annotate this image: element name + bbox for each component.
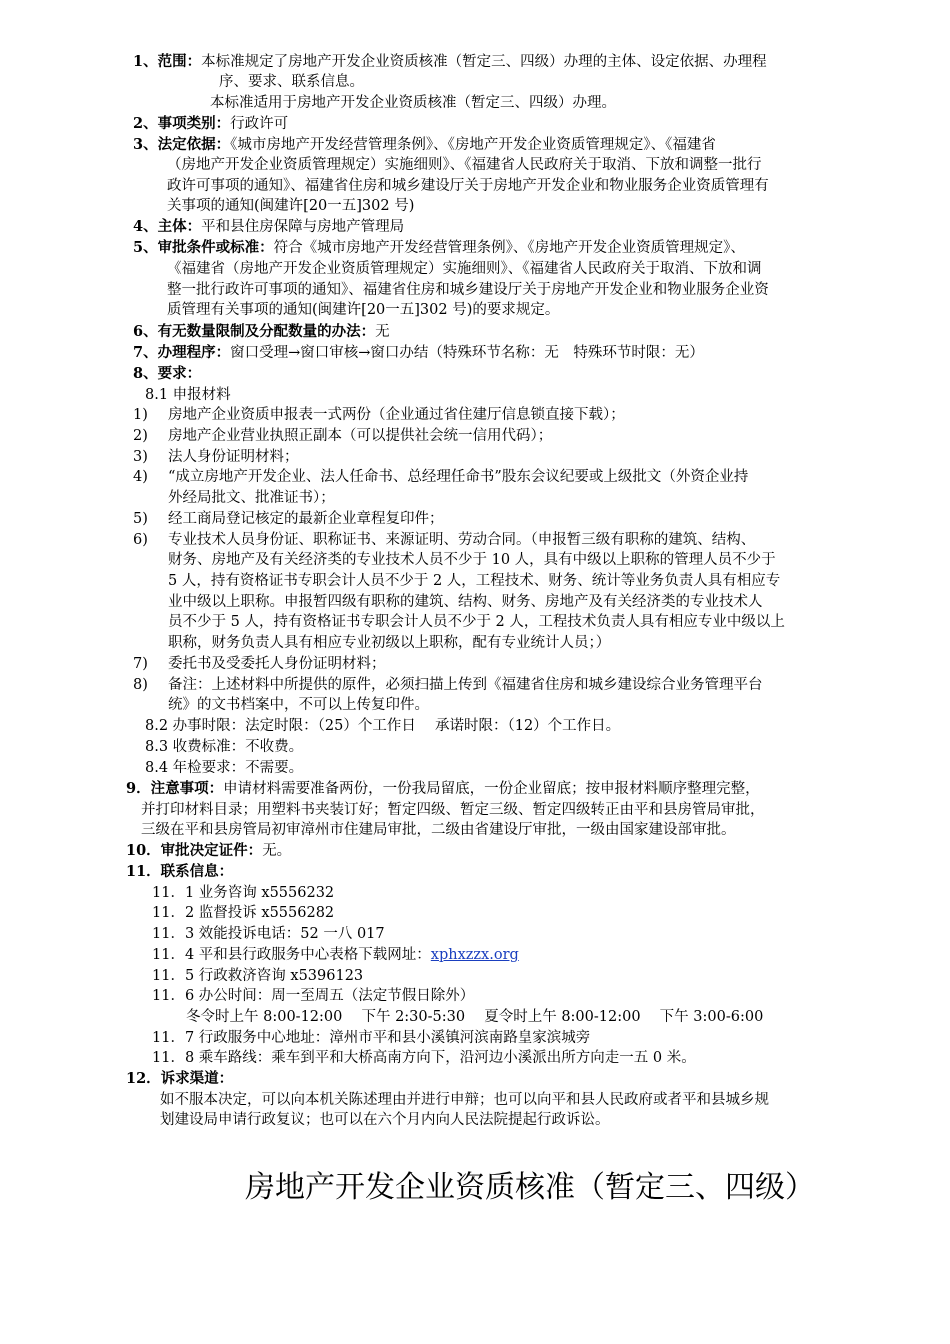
section-quantity-limit [133, 322, 390, 342]
section-text: 整一批行政许可事项的通知》、福建省住房和城乡建设厅关于房地产开发企业和物业服务企业资 [167, 282, 769, 298]
list-item-continuation: 外经局批文、批准证书）； [168, 490, 335, 506]
contact-office-hours: 11．6 办公时间：周一至周五（法定节假日除外） [152, 988, 475, 1004]
section-text: 窗口受理→窗口审核→窗口办结（特殊环节名称：无 特殊环节时限：无） [230, 345, 704, 361]
download-site-label: 11．4 平和县行政服务中心表格下载网址： [152, 947, 431, 963]
contact-bus-route: 11．8 乘车路线：乘车到平和大桥高南方向下，沿河边小溪派出所方向走一五 0 米。 [152, 1050, 696, 1066]
contact-efficiency-complaint: 11．3 效能投诉电话：52 一八 017 [152, 926, 385, 942]
section-text: 符合《城市房地产开发经营管理条例》、《房地产开发企业资质管理规定》、 [273, 240, 745, 256]
section-label: 2、事项类别： [133, 115, 231, 132]
download-site-link[interactable]: xphxzzx.org [430, 947, 519, 963]
section-legal-basis [133, 135, 716, 155]
subsection-materials: 8.1 申报材料 [145, 387, 231, 403]
contact-download-site [152, 945, 519, 965]
section-text: 行政许可 [230, 116, 289, 132]
section-label: 10．审批决定证件： [126, 842, 263, 859]
section-notes [126, 779, 760, 799]
section-text: 《福建省（房地产开发企业资质管理规定）实施细则》、《福建省人民政府关于取消、下放和调 [167, 261, 762, 277]
section-requirements-label: 8、要求： [133, 365, 202, 382]
section-text: 如不服本决定，可以向本机关陈述理由并进行申辩；也可以向平和县人民政府或者平和县城乡规 [160, 1092, 769, 1108]
section-text: 《城市房地产开发经营管理条例》、《房地产开发企业资质管理规定》、《福建省 [230, 137, 716, 153]
section-appeal-label: 12．诉求渠道： [126, 1070, 234, 1087]
section-text: （房地产开发企业资质管理规定）实施细则》、《福建省人民政府关于取消、下放和调整一批行 [167, 157, 762, 173]
section-approval-conditions [133, 238, 745, 258]
list-item: 备注：上述材料中所提供的原件，必须扫描上传到《福建省住房和城乡建设综合业务管理平台 [168, 677, 763, 693]
list-item-continuation: 职称，财务负责人具有相应专业初级以上职称，配有专业统计人员；） [168, 635, 611, 651]
section-text: 平和县住房保障与房地产管理局 [201, 219, 405, 235]
section-category [133, 114, 288, 134]
list-item: 委托书及受委托人身份证明材料； [168, 656, 386, 672]
list-item-continuation: 业中级以上职称。申报暂四级有职称的建筑、结构、财务、房地产及有关经济类的专业技术人 [168, 594, 763, 610]
subsection-time-limit: 8.2 办事时限：法定时限：（25）个工作日 承诺时限：（12）个工作日。 [145, 718, 621, 734]
list-item-continuation: 统》的文书档案中，不可以上传复印件。 [168, 697, 429, 713]
contact-administrative-relief: 11．5 行政救济咨询 x5396123 [152, 968, 364, 984]
section-procedure [133, 343, 704, 363]
list-item-number: 6) [133, 532, 148, 548]
list-item: 房地产企业营业执照正副本（可以提供社会统一信用代码）； [168, 428, 553, 444]
section-text: 无。 [262, 843, 292, 859]
list-item: 房地产企业资质申报表一式两份（企业通过省住建厅信息锁直接下载）； [168, 407, 625, 423]
section-text: 并打印材料目录；用塑料书夹装订好；暂定四级、暂定三级、暂定四级转正由平和县房管局审批， [141, 802, 765, 818]
section-text: 质管理有关事项的通知(闽建许[20一五]302 号)的要求规定。 [167, 302, 560, 318]
contact-business-inquiry: 11．1 业务咨询 x5556232 [152, 885, 335, 901]
section-label: 1、范围： [133, 53, 202, 70]
list-item-number: 7) [133, 656, 148, 672]
subsection-annual-inspection: 8.4 年检要求：不需要。 [145, 760, 304, 776]
list-item-continuation: 5 人，持有资格证书专职会计人员不少于 2 人，工程技术、财务、统计等业务负责人具有相应专 [168, 573, 781, 589]
section-text: 申请材料需要准备两份，一份我局留底，一份企业留底；按申报材料顺序整理完整， [223, 781, 760, 797]
section-text: 关事项的通知(闽建许[20一五]302 号) [167, 198, 415, 214]
section-text: 政许可事项的通知》、福建省住房和城乡建设厅关于房地产开发企业和物业服务企业资质管理有 [167, 178, 769, 194]
list-item: 法人身份证明材料； [168, 449, 299, 465]
contact-supervision-complaint: 11．2 监督投诉 x5556282 [152, 905, 335, 921]
section-text: 本标准规定了房地产开发企业资质核准（暂定三、四级）办理的主体、设定依据、办理程 [201, 54, 767, 70]
list-item-number: 5) [133, 511, 148, 527]
list-item: “成立房地产开发企业、法人任命书、总经理任命书”股东会议纪要或上级批文（外资企业持 [168, 469, 749, 485]
list-item: 经工商局登记核定的最新企业章程复印件； [168, 511, 444, 527]
section-scope [133, 52, 767, 72]
section-label: 9．注意事项： [126, 780, 224, 797]
section-contact-label: 11．联系信息： [126, 863, 234, 880]
section-label: 4、主体： [133, 218, 202, 235]
list-item: 专业技术人员身份证、职称证书、来源证明、劳动合同。（申报暂三级有职称的建筑、结构、 [168, 532, 756, 548]
list-item-number: 2) [133, 428, 148, 444]
list-item-number: 3) [133, 449, 148, 465]
section-label: 3、法定依据： [133, 136, 231, 153]
footer-title: 房地产开发企业资质核准（暂定三、四级） [245, 1170, 815, 1205]
section-approval-certificate [126, 841, 291, 861]
contact-address: 11．7 行政服务中心地址：漳州市平和县小溪镇河滨南路皇家滨城旁 [152, 1030, 591, 1046]
section-label: 6、有无数量限制及分配数量的办法： [133, 323, 376, 340]
list-item-number: 4) [133, 469, 148, 485]
list-item-number: 8) [133, 677, 148, 693]
section-text: 本标准适用于房地产开发企业资质核准（暂定三、四级）办理。 [210, 95, 616, 111]
subsection-fees: 8.3 收费标准：不收费。 [145, 739, 304, 755]
section-text: 三级在平和县房管局初审漳州市住建局审批，二级由省建设厅审批，一级由国家建设部审批。 [141, 822, 736, 838]
contact-office-hours-detail: 冬令时上午 8:00-12:00 下午 2:30-5:30 夏令时上午 8:00-12:00 下午 3:00-6:00 [186, 1009, 764, 1025]
section-label: 7、办理程序： [133, 344, 231, 361]
section-label: 5、审批条件或标准： [133, 239, 274, 256]
list-item-number: 1) [133, 407, 148, 423]
list-item-continuation: 员不少于 5 人，持有资格证书专职会计人员不少于 2 人，工程技术负责人具有相应专业中级以上 [168, 614, 785, 630]
section-text: 划建设局申请行政复议；也可以在六个月内向人民法院提起行政诉讼。 [160, 1112, 610, 1128]
list-item-continuation: 财务、房地产及有关经济类的专业技术人员不少于 10 人，具有中级以上职称的管理人员不少于 [168, 552, 776, 568]
section-text: 无 [375, 324, 390, 340]
section-subject [133, 217, 404, 237]
section-text: 序、要求、联系信息。 [219, 74, 364, 90]
